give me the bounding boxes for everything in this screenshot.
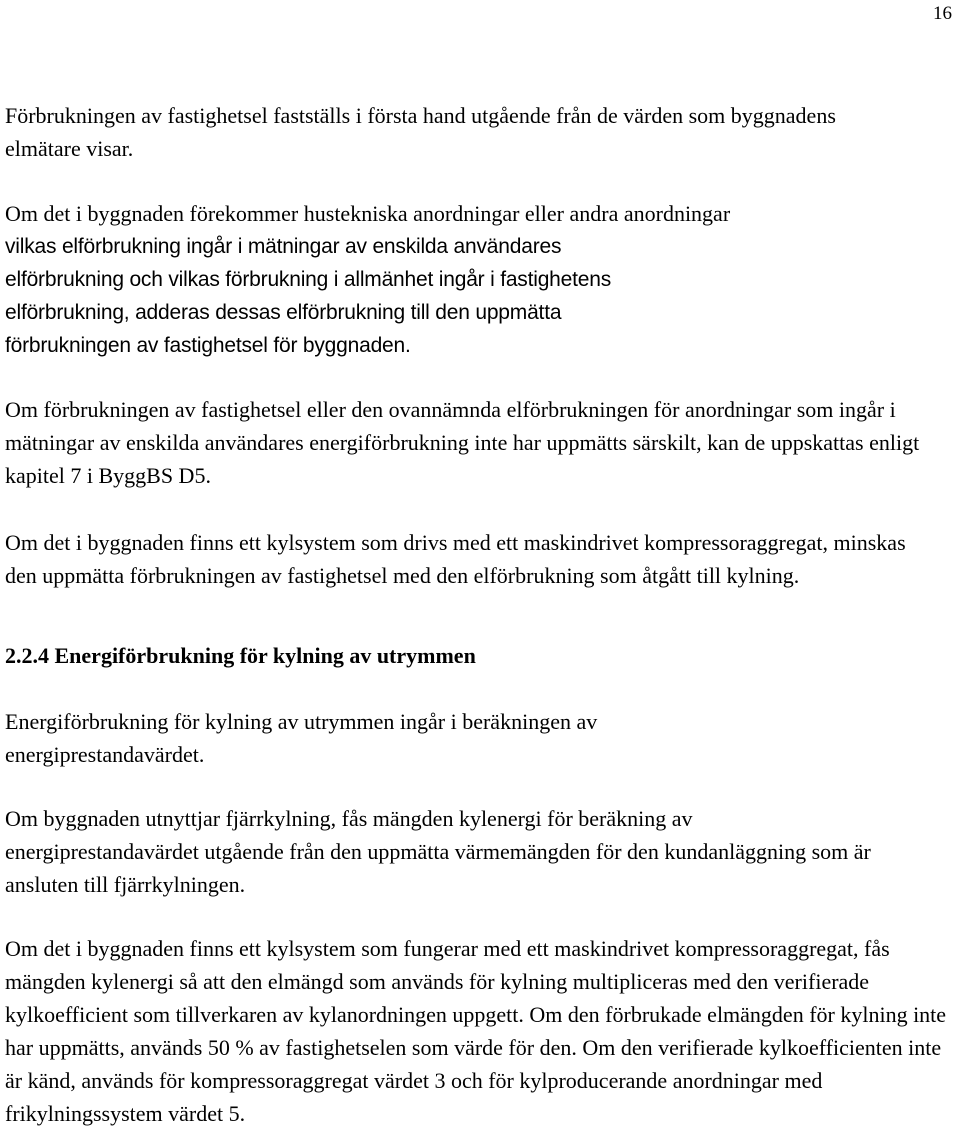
page-number: 16 (933, 3, 952, 24)
paragraph-cooling-included: Energiförbrukning för kylning av utrymmen ingår i beräkningen av energiprestandavärdet. (5, 709, 598, 767)
paragraph-estimation: Om förbrukningen av fastighetsel eller den ovannämnda elförbrukningen för anordningar som ingår i mätningar av enskilda användares energiförbrukning inte har uppmätts särskilt, kan de uppskattas enligt kapitel 7 i ByggBS D5. (5, 397, 920, 488)
paragraph-additional-devices-body: vilkas elförbrukning ingår i mätningar av enskilda användares elförbrukning och vilkas förbrukning i allmänhet ingår i fastighetens elförbrukning, adderas dessas elförbrukning till den uppmätta förbrukningen av fastighetsel för byggnaden. (5, 235, 612, 357)
paragraph-additional-devices-first-line: Om det i byggnaden förekommer hustekniska anordningar eller andra anordningar (5, 201, 731, 226)
paragraph-additional-devices (5, 197, 957, 362)
paragraph-electricity-determination: Förbrukningen av fastighetsel fastställs i första hand utgående från de värden som byggnadens elmätare visar. (5, 103, 836, 161)
paragraph-compressor-cooling: Om det i byggnaden finns ett kylsystem som fungerar med ett maskindrivet kompressoraggregat, fås mängden kylenergi så att den elmängd som används för kylning multipliceras med den verifierade kylkoefficient som tillverkaren av kylanordningen uppgett. Om den förbrukade elmängden för kylning inte har uppmätts, används 50 % av fastighetselen som värde för den. Om den verifierade kylkoefficienten inte är känd, används för kompressoraggregat värdet 3 och för kylproducerande anordningar med frikylningssystem värdet 5. (5, 936, 947, 1126)
paragraph-district-cooling: Om byggnaden utnyttjar fjärrkylning, fås mängden kylenergi för beräkning av energiprestandavärdet utgående från den uppmätta värmemängden för den kundanläggning som är ansluten till fjärrkylningen. (5, 806, 871, 897)
document-body (5, 99, 957, 1130)
paragraph-cooling-deduction: Om det i byggnaden finns ett kylsystem som drivs med ett maskindrivet kompressoraggregat, minskas den uppmätta förbrukningen av fastighetsel med den elförbrukning som åtgått till kylning. (5, 530, 906, 588)
section-heading: 2.2.4 Energiförbrukning för kylning av utrymmen (5, 643, 476, 668)
